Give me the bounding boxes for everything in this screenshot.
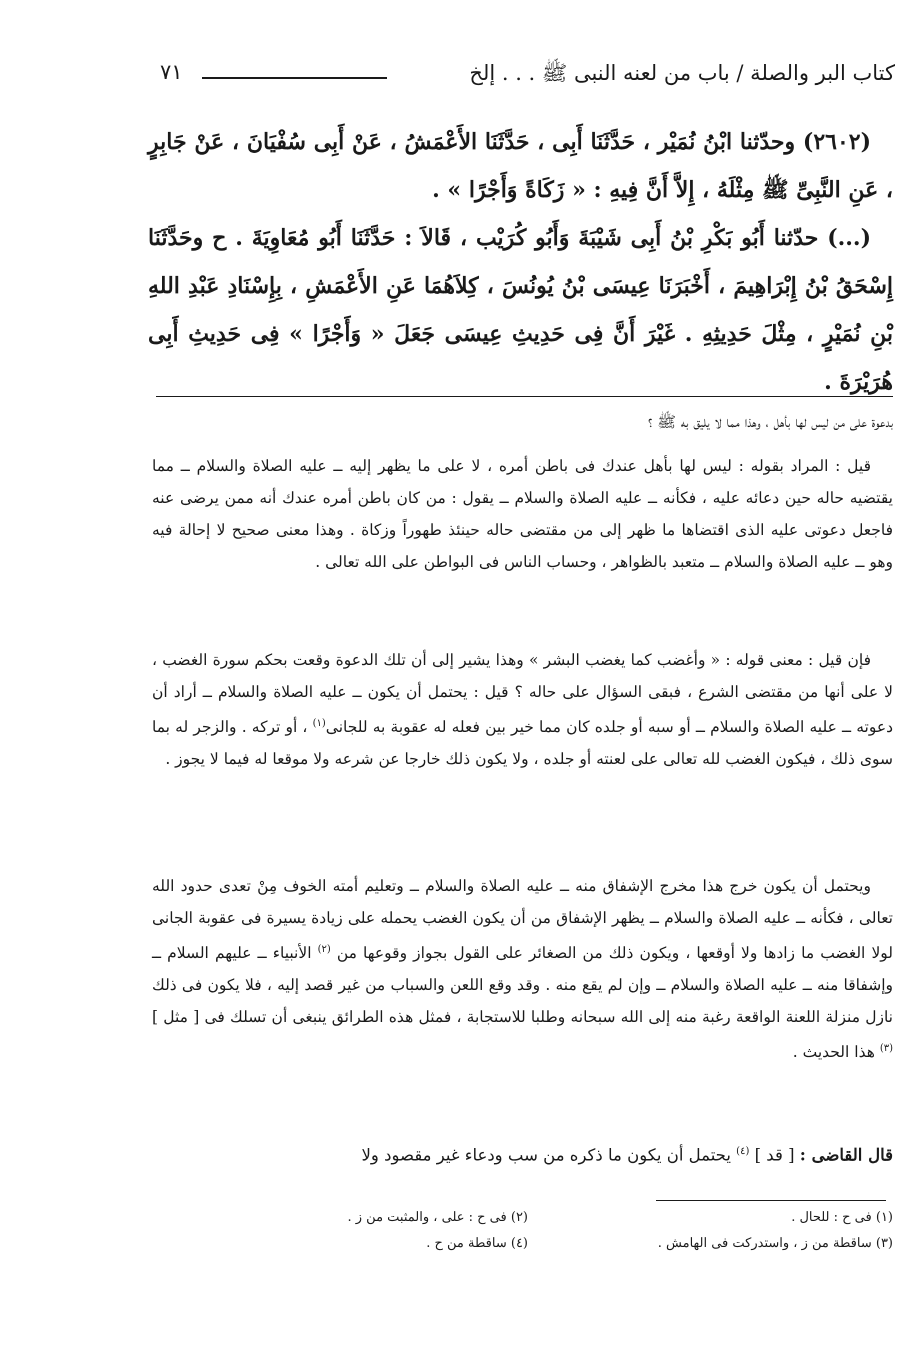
footnote-ref-2: (٢): [317, 944, 331, 955]
commentary-paragraph-2: [152, 450, 893, 578]
commentary-span: فإن قيل : معنى قوله : « وأغضب كما يغضب البشر » وهذا يشير إلى أن تلك الدعوة وقعت بحكم سورة الغضب ، لا على أنها من مقتضى الشرع ، فبقى السؤال على حاله ؟ قيل : يحتمل أن يكون ــ عليه الصلاة والسلام ــ أراد أن دعوته ــ عليه الصلاة والسلام ــ أو سبه أو جلده كان مما خير بين فعله له عقوبة به للجانى: [152, 651, 894, 737]
commentary-span: [ قد ]: [749, 1145, 800, 1165]
footnote-ref-4: (٤): [736, 1146, 750, 1157]
commentary-span: هذا الحديث .: [792, 1043, 880, 1062]
commentary-paragraph-1: [152, 406, 893, 438]
commentary-paragraph-5: [152, 1136, 893, 1172]
footnote-ref-1: (١): [312, 718, 326, 729]
commentary-text: بدعوة على من ليس لها بأهل ، وهذا مما لا يليق به ﷺ ؟: [648, 413, 893, 431]
hadith-text: (٢٦٠٢) وحدّثنا ابْنُ نُمَيْر ، حَدَّثَنَا أَبِى ، حَدَّثَنَا الأَعْمَشُ ، عَنْ أَبِى سُفْيَانَ ، عَنْ جَابِرٍ ، عَنِ النَّبِىِّ ﷺ مِثْلَهُ ، إِلاَّ أَنَّ فِيهِ : « زَكَاةً وَأَجْرًا » .: [148, 129, 893, 203]
qadi-heading: قال القاضى :: [799, 1145, 893, 1165]
hadith-variant: [148, 214, 893, 406]
commentary-text: [152, 1136, 893, 1172]
page-number: ٧١: [160, 60, 183, 84]
footnote-ref-3: (٣): [879, 1043, 893, 1055]
hadith-2602: [148, 118, 893, 214]
commentary-text: [152, 644, 893, 775]
footnote-rule: [656, 1200, 886, 1201]
running-title: كتاب البر والصلة / باب من لعنه النبى ﷺ . . . إلخ: [469, 61, 895, 85]
footnote-2: (٢) فى ح : على ، والمثبت من ز .: [347, 1210, 528, 1225]
footnote-1: (١) فى ح : للحال .: [791, 1210, 893, 1225]
commentary-text: [152, 870, 893, 1068]
commentary-span: الأنبياء ــ عليهم السلام ــ وإشفاقا منه ــ عليه الصلاة والسلام ــ وإن لم يقع منه . وقد وقع اللعن والسباب من غير قصد إليه ، فلا يكون فى ذلك نازل منزلة اللعنة الواقعة رغبة منه إلى الله سبحانه وطلبا للاستجابة ، فمثل هذه الطرائق ينبغى أن تسلك فى [ مثل ]: [152, 944, 893, 1027]
footnote-4: (٤) ساقطة من ح .: [426, 1236, 528, 1251]
commentary-span: ويحتمل أن يكون خرج هذا مخرج الإشفاق منه ــ عليه الصلاة والسلام ــ وتعليم أمته الخوف مِنْ تعدى حدود الله تعالى ، فكأنه ــ عليه الصلاة والسلام ــ يظهر الإشفاق من أن يكون الغضب يحمله على زيادة يسيرة فى عقوبة الجانى لولا الغضب ما زادها ولا أوقعها ، ويكون ذلك من الصغائر على القول بجواز وقوعها من: [152, 877, 894, 963]
header-rule: [202, 77, 387, 79]
commentary-span: ، أو تركه . والزجر له بما سوى ذلك ، فيكون الغضب لله تعالى على لعنته أو جلده ، ولا يكون ذلك خارجا عن شرعه ولا موقعا له فيما لا يجوز .: [152, 718, 893, 769]
commentary-paragraph-4: [152, 870, 893, 1068]
hadith-text: (...) حدّثنا أَبُو بَكْرِ بْنُ أَبِى شَيْبَةَ وَأَبُو كُرَيْب ، قَالاَ : حَدَّثَنَا أَبُو مُعَاوِيَةَ . ح وحَدَّثَنَا إِسْحَقُ بْنُ إِبْرَاهِيمَ ، أَخْبَرَنَا عِيسَى بْنُ يُونُسَ ، كِلاَهُمَا عَنِ الأَعْمَشِ ، بِإِسْنَادِ عَبْدِ اللهِ بْنِ نُمَيْرٍ ، مِثْلَ حَدِيثِهِ . غَيْرَ أَنَّ فِى حَدِيثِ عِيسَى جَعَلَ « وَأَجْرًا » فِى حَدِيثِ أَبِى هُرَيْرَةَ .: [148, 225, 893, 395]
commentary-span: يحتمل أن يكون ما ذكره من سب ودعاء غير مقصود ولا: [361, 1145, 737, 1165]
commentary-text: قيل : المراد بقوله : ليس لها بأهل عندك فى باطن أمره ، لا على ما يظهر إليه ــ عليه الصلاة والسلام ــ مما يقتضيه حاله حين دعائه عليه ، فكأنه ــ عليه الصلاة والسلام ــ يقول : من كان باطن أمره عندك أنه ممن يرضى عنه فاجعل دعوتى عليه الذى اقتضاها ما ظهر إلى من مقتضى حاله حينئذ طهوراً وزكاة . وهذا معنى صحيح لا إحالة فيه وهو ــ عليه الصلاة والسلام ــ متعبد بالظواهر ، وحساب الناس فى البواطن على الله تعالى .: [152, 457, 893, 571]
commentary-paragraph-3: [152, 644, 893, 775]
footnote-3: (٣) ساقطة من ز ، واستدركت فى الهامش .: [657, 1236, 893, 1251]
section-divider: [156, 396, 893, 397]
running-header: [160, 60, 895, 96]
